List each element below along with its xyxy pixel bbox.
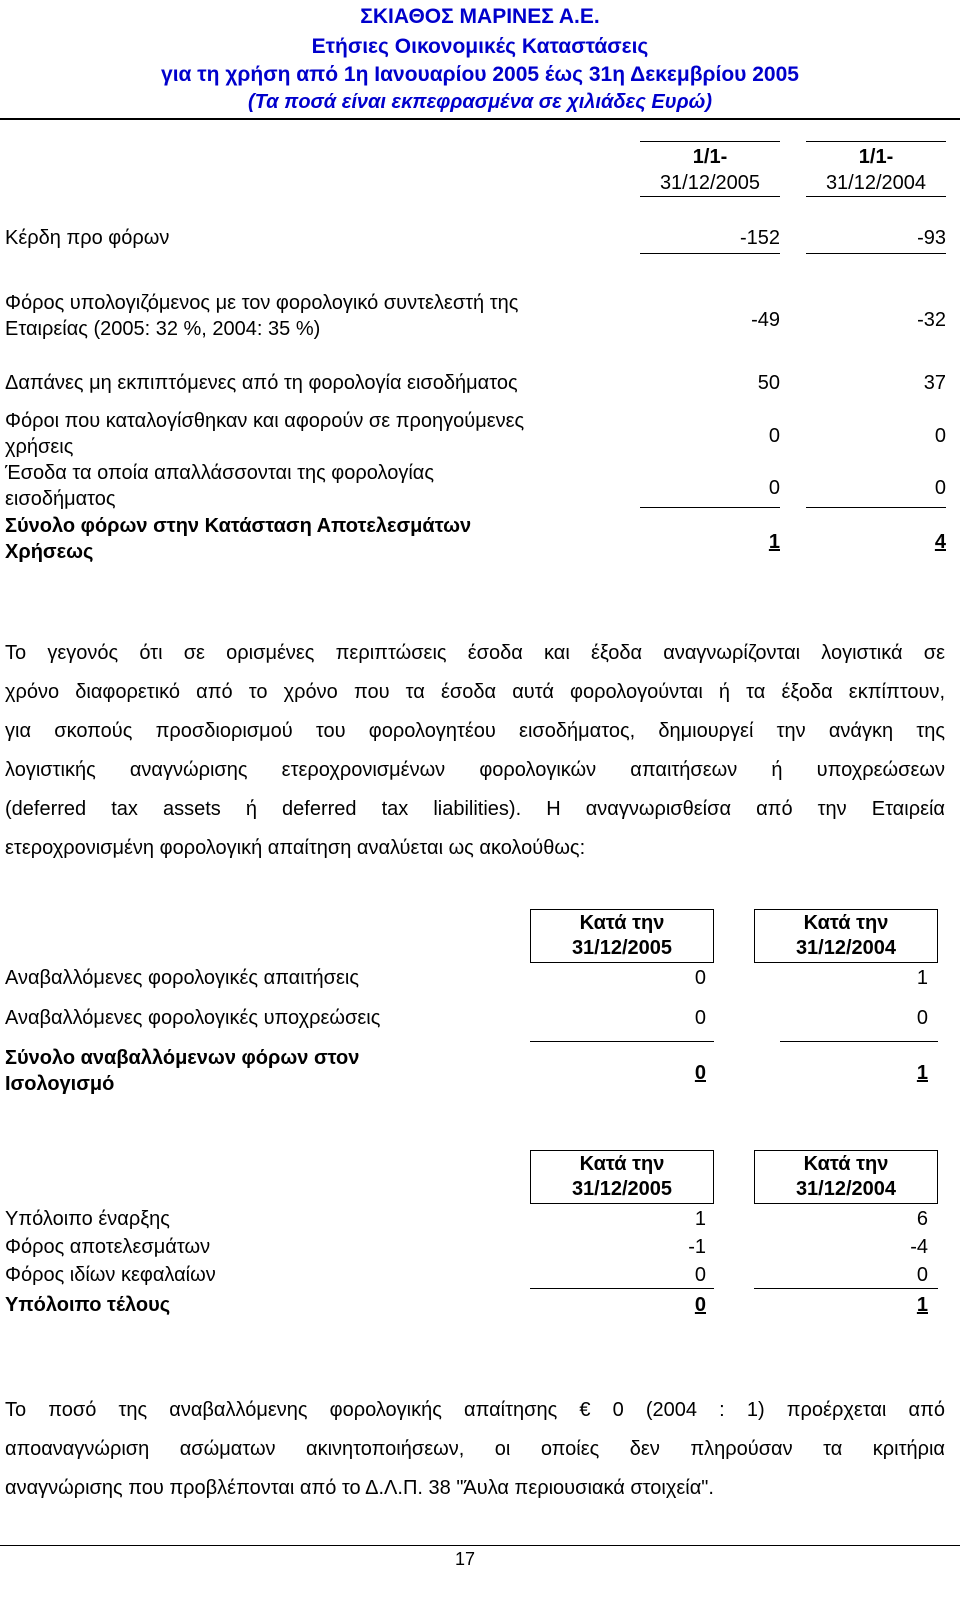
total-value-2005 bbox=[530, 1292, 706, 1318]
value-2004: 1 bbox=[916, 967, 928, 989]
value-2004: 0 bbox=[934, 477, 946, 499]
label-line: χρήσεις bbox=[5, 436, 74, 458]
paragraph-line: αναγνώρισης που προβλέπονται από το Δ.Λ.Π. 38 "Άυλα περιουσιακά στοιχεία". bbox=[5, 1477, 714, 1499]
value-2005: 0 bbox=[768, 425, 780, 447]
value-2005: 0 bbox=[694, 1264, 706, 1286]
row-label-opening-balance: Υπόλοιπο έναρξης bbox=[5, 1208, 170, 1230]
value-2005: -152 bbox=[739, 227, 780, 249]
total-2004: 1 bbox=[916, 1062, 928, 1084]
total-value-2005 bbox=[530, 1060, 706, 1086]
label-line: Σύνολο αναβαλλόμενων φόρων στον bbox=[5, 1047, 360, 1069]
label-line: Σύνολο φόρων στην Κατάσταση Αποτελεσμάτων bbox=[5, 515, 472, 537]
row-rule bbox=[640, 253, 780, 254]
col-header-line: 31/12/2004 bbox=[795, 937, 897, 959]
row-rule bbox=[806, 253, 946, 254]
row-rule bbox=[530, 1288, 714, 1289]
paragraph-line: ετεροχρονισμένη φορολογική απαίτηση αναλύεται ως ακολούθως: bbox=[5, 837, 586, 859]
value-2005: 0 bbox=[694, 1007, 706, 1029]
row-label-income-tax: Φόρος αποτελεσμάτων bbox=[5, 1236, 211, 1258]
col-2004-header bbox=[754, 1150, 938, 1204]
label-line: Ισολογισμό bbox=[5, 1073, 115, 1095]
row-rule bbox=[806, 507, 946, 508]
col-2005-header bbox=[530, 909, 714, 963]
col-header-line: Κατά την bbox=[803, 1153, 889, 1175]
value-2004: 37 bbox=[923, 372, 946, 394]
col-2004-header bbox=[806, 144, 946, 196]
row-label-exempt-income bbox=[5, 460, 434, 512]
row-rule bbox=[754, 1288, 938, 1289]
row-label-closing-balance: Υπόλοιπο τέλους bbox=[5, 1294, 171, 1316]
total-2005: 0 bbox=[694, 1062, 706, 1084]
col-header-line: Κατά την bbox=[803, 912, 889, 934]
page-number: 17 bbox=[454, 1549, 476, 1569]
row-label-deferred-liabilities: Αναβαλλόμενες φορολογικές υποχρεώσεις bbox=[5, 1007, 381, 1029]
col-header-line: Κατά την bbox=[579, 1153, 665, 1175]
row-label-tax-at-rate bbox=[5, 290, 518, 342]
col-header-line: 1/1- bbox=[858, 146, 894, 168]
header-divider bbox=[0, 118, 960, 120]
col-header-rule bbox=[806, 196, 946, 197]
value-2005: 0 bbox=[768, 477, 780, 499]
total-value-2004 bbox=[754, 1060, 928, 1086]
footer-divider bbox=[0, 1545, 960, 1546]
col-header-line: 31/12/2005 bbox=[571, 937, 673, 959]
paragraph-line: (deferred tax assets ή deferred tax liabilities). Η αναγνωρισθείσα από την Εταιρεία bbox=[5, 798, 945, 820]
row-label-profit-before-tax: Κέρδη προ φόρων bbox=[5, 227, 170, 249]
deferred-tax-explanation bbox=[5, 634, 945, 868]
col-2005-header bbox=[530, 1150, 714, 1204]
col-header-rule bbox=[806, 141, 946, 142]
row-label-total-tax bbox=[5, 513, 471, 565]
value-2005: 0 bbox=[694, 967, 706, 989]
company-name: ΣΚΙΑΘΟΣ ΜΑΡΙΝΕΣ Α.Ε. bbox=[360, 5, 600, 28]
total-2004: 1 bbox=[916, 1294, 928, 1316]
value-2004: -32 bbox=[917, 309, 946, 331]
paragraph-line: για σκοπούς προσδιορισμού του φορολογητέου εισοδήματος, δημιουργεί την ανάγκη της bbox=[5, 720, 945, 742]
col-header-rule bbox=[640, 196, 780, 197]
total-2004: 4 bbox=[934, 531, 946, 553]
value-2004: 0 bbox=[934, 425, 946, 447]
col-header-rule bbox=[640, 141, 780, 142]
paragraph-line: αποαναγνώριση ασώματων ακινητοποιήσεων, οι οποίες δεν πληρούσαν τα κριτήρια bbox=[5, 1438, 945, 1460]
paragraph-line: χρόνο διαφορετικό από το χρόνο που τα έσοδα αυτά φορολογούνται ή τα έξοδα εκπίπτουν, bbox=[5, 681, 945, 703]
currency-note: (Τα ποσά είναι εκπεφρασμένα σε χιλιάδες Ευρώ) bbox=[247, 91, 712, 113]
total-value-2005 bbox=[640, 529, 780, 555]
value-2005: 1 bbox=[694, 1208, 706, 1230]
period-title: για τη χρήση από 1η Ιανουαρίου 2005 έως 31η Δεκεμβρίου 2005 bbox=[161, 63, 799, 86]
row-label-deferred-assets: Αναβαλλόμενες φορολογικές απαιτήσεις bbox=[5, 967, 360, 989]
col-header-line: 31/12/2005 bbox=[571, 1178, 673, 1200]
value-2004: -93 bbox=[917, 227, 946, 249]
value-2004: 0 bbox=[916, 1264, 928, 1286]
label-line: Χρήσεως bbox=[5, 541, 94, 563]
row-label-prior-year-taxes bbox=[5, 408, 524, 460]
row-label-equity-tax: Φόρος ιδίων κεφαλαίων bbox=[5, 1264, 216, 1286]
total-value-2004 bbox=[754, 1292, 928, 1318]
paragraph-line: Το ποσό της αναβαλλόμενης φορολογικής απαίτησης € 0 (2004 : 1) προέρχεται από bbox=[5, 1399, 945, 1421]
row-rule bbox=[780, 1041, 938, 1042]
label-line: Φόρος υπολογιζόμενος με τον φορολογικό συντελεστή της bbox=[5, 292, 519, 314]
col-2004-header bbox=[754, 909, 938, 963]
value-2005: 50 bbox=[757, 372, 780, 394]
row-rule bbox=[530, 1041, 714, 1042]
label-line: Έσοδα τα οποία απαλλάσσονται της φορολογίας bbox=[5, 462, 434, 484]
value-2004: 6 bbox=[916, 1208, 928, 1230]
paragraph-line: Το γεγονός ότι σε ορισμένες περιπτώσεις έσοδα και έξοδα αναγνωρίζονται λογιστικά σε bbox=[5, 642, 945, 664]
col-header-line: 31/12/2004 bbox=[795, 1178, 897, 1200]
row-label-nondeductible: Δαπάνες μη εκπιπτόμενες από τη φορολογία εισοδήματος bbox=[5, 372, 518, 394]
row-label-deferred-total bbox=[5, 1045, 359, 1097]
value-2004: -4 bbox=[910, 1236, 928, 1258]
col-header-line: Κατά την bbox=[579, 912, 665, 934]
total-2005: 1 bbox=[768, 531, 780, 553]
value-2004: 0 bbox=[916, 1007, 928, 1029]
label-line: Φόροι που καταλογίσθηκαν και αφορούν σε προηγούμενες bbox=[5, 410, 525, 432]
row-rule bbox=[640, 507, 780, 508]
label-line: Εταιρείας (2005: 32 %, 2004: 35 %) bbox=[5, 318, 321, 340]
paragraph-line: λογιστικής αναγνώρισης ετεροχρονισμένων φορολογικών απαιτήσεων ή υποχρεώσεων bbox=[5, 759, 945, 781]
label-line: εισοδήματος bbox=[5, 488, 116, 510]
statements-title: Ετήσιες Οικονομικές Καταστάσεις bbox=[311, 35, 649, 58]
col-header-line: 31/12/2005 bbox=[659, 172, 761, 194]
col-header-line: 1/1- bbox=[692, 146, 728, 168]
col-2005-header bbox=[640, 144, 780, 196]
intangible-derecognition-note bbox=[5, 1391, 945, 1508]
value-2005: -1 bbox=[688, 1236, 706, 1258]
value-2005: -49 bbox=[751, 309, 780, 331]
col-header-line: 31/12/2004 bbox=[825, 172, 927, 194]
total-2005: 0 bbox=[694, 1294, 706, 1316]
total-value-2004 bbox=[806, 529, 946, 555]
